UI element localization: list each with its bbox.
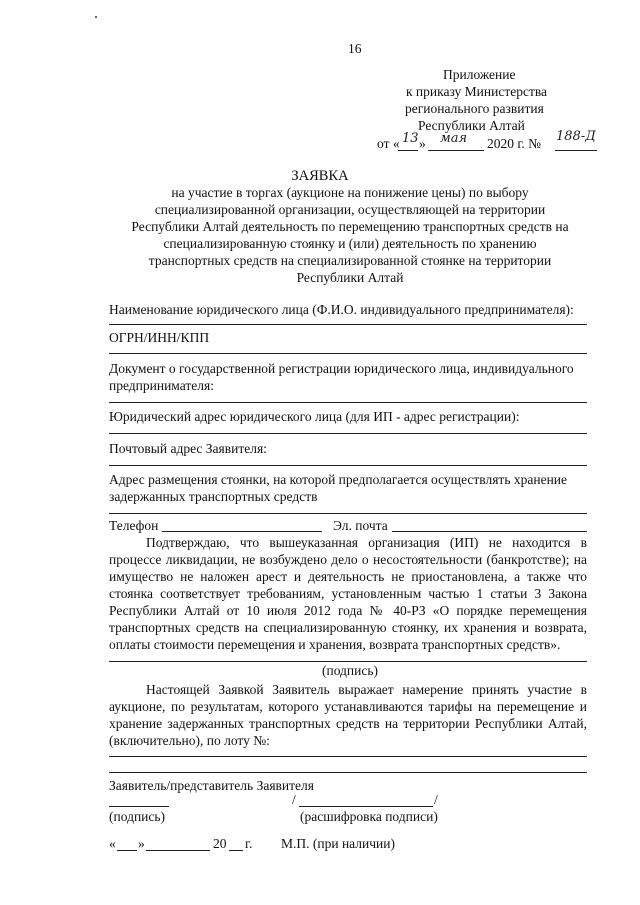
legal-name-field[interactable] [109, 324, 587, 325]
applicant-sign-label: (подпись) [109, 809, 166, 824]
lot-field-1[interactable] [109, 756, 587, 757]
appendix-line-4: Республики Алтай [418, 118, 525, 133]
date-year-field[interactable] [229, 850, 243, 851]
parking-address-label-2: задержанных транспортных средств [109, 489, 318, 504]
confirm-line-2: процессе ликвидации, не возбуждено дело о несостоятельности (банкротстве); на [109, 552, 587, 567]
decode-slash-right: / [434, 792, 438, 807]
confirm-line-1: Подтверждаю, что вышеуказанная организация (ИП) не находится в [146, 535, 587, 550]
appendix-date-day: 13 [402, 131, 419, 146]
applicant-decode-field[interactable] [299, 806, 433, 807]
subtitle-line-6: Республики Алтай [296, 270, 404, 285]
date-close-quote: » [138, 836, 145, 851]
subtitle-line-2: специализированной организации, осуществляющей на территории [154, 202, 546, 217]
confirm-line-5: Республики Алтай от 10 июля 2012 года № 40-РЗ «О порядке перемещения [109, 603, 587, 618]
registration-doc-label-1: Документ о государственной регистрации юридического лица, индивидуального [109, 361, 574, 376]
parking-address-label-1: Адрес размещения стоянки, на которой предполагается осуществлять хранение [109, 472, 568, 487]
registration-doc-label-2: предпринимателя: [109, 378, 214, 393]
lot-field-2[interactable] [109, 772, 587, 773]
subtitle-line-1: на участие в торгах (аукционе на понижение цены) по выбору [171, 185, 529, 200]
confirm-signature-label: (подпись) [321, 663, 379, 678]
date-day-field[interactable] [117, 850, 137, 851]
legal-address-label: Юридический адрес юридического лица (для ИП - адрес регистрации): [109, 409, 520, 424]
confirm-line-4: стоянка соответствует требованиям, установленным частью 1 статьи 3 Закона [109, 586, 587, 601]
date-number-underline [555, 150, 597, 151]
ogrn-label: ОГРН/ИНН/КПП [109, 330, 210, 345]
appendix-date-year: 2020 г. № [487, 136, 542, 151]
appendix-line-1: Приложение [443, 67, 516, 82]
subtitle-line-3: Республики Алтай деятельность по перемещению транспортных средств на [131, 219, 569, 234]
document-title: ЗАЯВКА [291, 168, 349, 184]
applicant-decode-label: (расшифровка подписи) [300, 809, 438, 824]
appendix-date-close-quote: » [419, 136, 426, 151]
confirm-line-6: транспортных средств на специализированную стоянку, их хранения и возврата, [109, 620, 587, 635]
appendix-date-prefix: от « [377, 136, 400, 151]
appendix-date-number: 188-Д [556, 129, 596, 144]
intent-line-2: аукционе, по результатам, которого устанавливаются тарифы на перемещение и [109, 699, 587, 714]
registration-doc-field[interactable] [109, 402, 587, 403]
parking-address-field[interactable] [109, 513, 587, 514]
date-month-underline [428, 150, 484, 151]
date-day-underline [398, 150, 418, 151]
page-number: 16 [348, 41, 362, 56]
scan-speck [95, 16, 97, 18]
email-label: Эл. почта [333, 518, 388, 533]
decode-slash-left: / [292, 792, 296, 807]
intent-line-3: хранение задержанных транспортных средств на территории Республики Алтай, [109, 716, 587, 731]
date-month-field[interactable] [146, 850, 210, 851]
date-year-prefix: 20 [213, 836, 227, 851]
date-open-quote: « [109, 836, 116, 851]
email-field[interactable] [392, 531, 587, 532]
legal-address-field[interactable] [109, 433, 587, 434]
appendix-date-month: мая [440, 131, 468, 146]
intent-line-1: Настоящей Заявкой Заявитель выражает намерение принять участие в [146, 682, 587, 697]
applicant-label: Заявитель/представитель Заявителя [109, 778, 314, 793]
subtitle-line-4: специализированную стоянку и (или) деятельность по хранению [163, 236, 537, 251]
date-year-suffix: г. [245, 836, 253, 851]
appendix-line-2: к приказу Министерства [406, 84, 548, 99]
legal-name-label: Наименование юридического лица (Ф.И.О. индивидуального предпринимателя): [109, 302, 574, 317]
stamp-label: М.П. (при наличии) [281, 836, 395, 851]
ogrn-field[interactable] [109, 353, 587, 354]
subtitle-line-5: транспортных средств на специализированной стоянке на территории [148, 253, 552, 268]
postal-address-label: Почтовый адрес Заявителя: [109, 441, 267, 456]
intent-line-4: (включительно), по лоту №: [109, 733, 270, 748]
appendix-line-3: регионального развития [405, 101, 544, 116]
postal-address-field[interactable] [109, 465, 587, 466]
phone-label: Телефон [109, 518, 159, 533]
applicant-sign-field[interactable] [109, 806, 169, 807]
confirm-line-3: имущество не наложен арест и деятельность не приостановлена, а также что [109, 569, 587, 584]
confirm-line-7: оплаты стоимости перемещения и хранения, возврата транспортных средств». [109, 637, 561, 652]
phone-field[interactable] [162, 531, 322, 532]
